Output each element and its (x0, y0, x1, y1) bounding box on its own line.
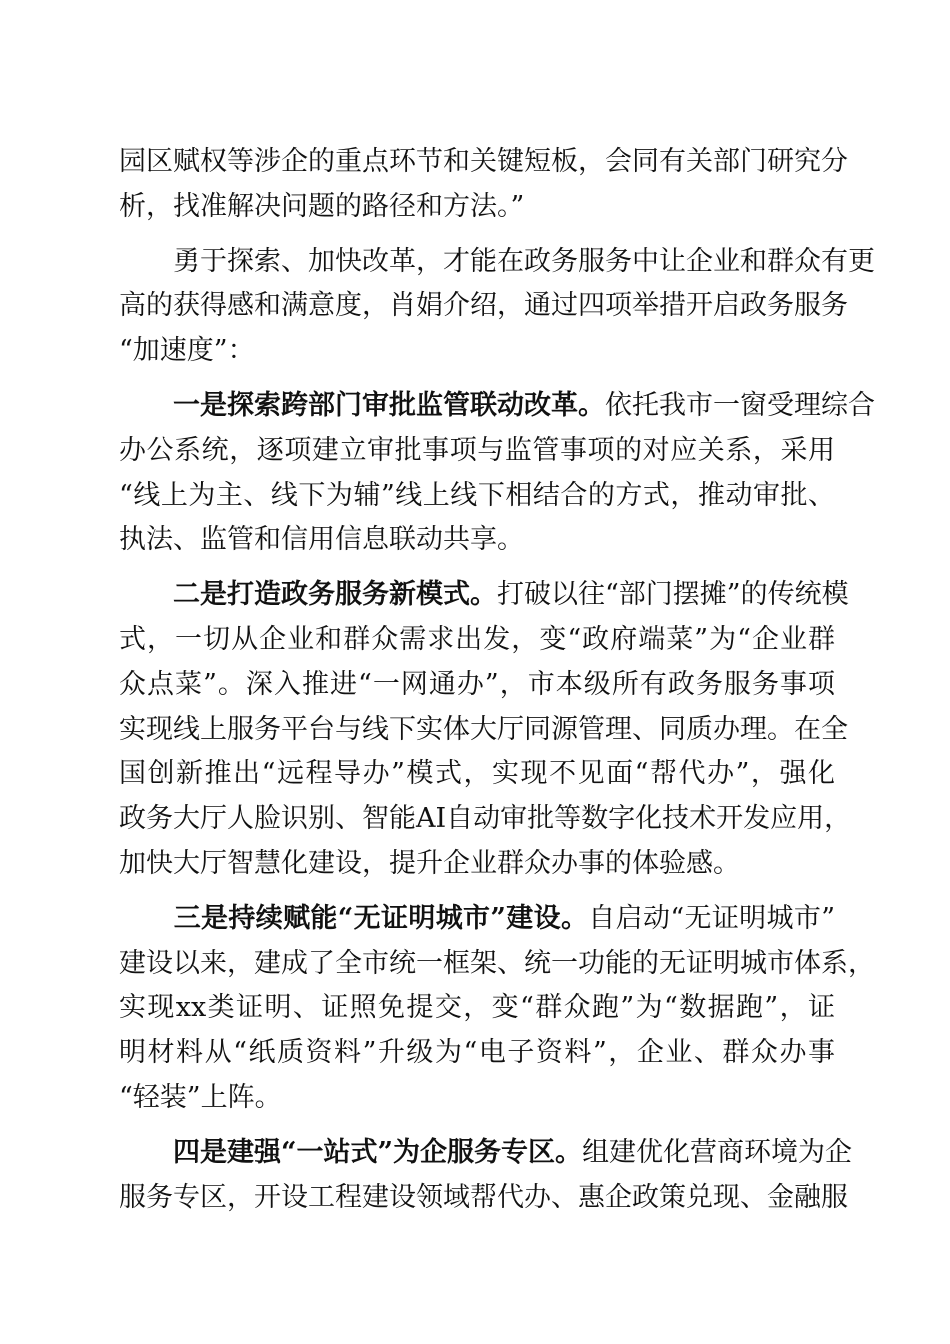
text-line: 服务专区，开设工程建设领域帮代办、惠企政策兑现、金融服 (119, 1181, 848, 1213)
text-line (119, 384, 875, 429)
text-line: 办公系统，逐项建立审批事项与监管事项的对应关系，采用 (119, 434, 835, 466)
measure-heading: 四是建强“一站式”为企服务专区。 (173, 1136, 583, 1168)
text-line: 高的获得感和满意度，肖娟介绍，通过四项举措开启政务服务 (119, 290, 848, 322)
paragraph-intro-continuation (119, 140, 848, 230)
text-line (119, 897, 835, 942)
text-run: 依托我市一窗受理综合 (605, 389, 875, 421)
text-line: 实现xx类证明、证照免提交，变“群众跑”为“数据跑”，证 (119, 992, 835, 1024)
text-line: 众点菜”。深入推进“一网通办”，市本级所有政务服务事项 (119, 668, 835, 700)
text-line: 明材料从“纸质资料”升级为“电子资料”，企业、群众办事 (119, 1037, 835, 1069)
text-line: 政务大厅人脸识别、智能AI自动审批等数字化技术开发应用， (119, 803, 852, 835)
text-line: 园区赋权等涉企的重点环节和关键短板，会同有关部门研究分 (119, 146, 848, 177)
measure-heading: 一是探索跨部门审批监管联动改革。 (173, 389, 605, 421)
paragraph-measure-2 (119, 573, 852, 887)
text-line (119, 1131, 853, 1176)
text-line: “加速度”： (119, 335, 255, 367)
paragraph-lead (119, 240, 875, 374)
text-run: 打破以往“部门摆摊”的传统模 (497, 579, 849, 611)
measure-heading: 三是持续赋能“无证明城市”建设。 (173, 902, 589, 934)
text-line: “轻装”上阵。 (119, 1081, 282, 1113)
text-run: 自启动“无证明城市” (588, 902, 836, 934)
text-run: 组建优化营商环境为企 (582, 1136, 853, 1168)
text-line: 析，找准解决问题的路径和方法。” (119, 190, 525, 222)
body-text (119, 140, 875, 1220)
text-line: 加快大厅智慧化建设，提升企业群众办事的体验感。 (119, 847, 740, 879)
text-line: 式，一切从企业和群众需求出发，变“政府端菜”为“企业群 (119, 623, 835, 655)
text-line: “线上为主、线下为辅”线上线下相结合的方式，推动审批、 (119, 479, 835, 511)
text-line: 勇于探索、加快改革，才能在政务服务中让企业和群众有更 (119, 245, 875, 277)
text-line: 建设以来，建成了全市统一框架、统一功能的无证明城市体系， (119, 947, 875, 979)
text-line: 执法、监管和信用信息联动共享。 (119, 524, 524, 556)
text-line (119, 573, 849, 618)
paragraph-measure-4 (119, 1131, 853, 1221)
measure-heading: 二是打造政务服务新模式。 (173, 579, 497, 611)
text-line: 实现线上服务平台与线下实体大厅同源管理、同质办理。在全 (119, 713, 848, 745)
paragraph-measure-3 (119, 897, 875, 1121)
paragraph-measure-1 (119, 384, 875, 563)
text-line: 国创新推出“远程导办”模式，实现不见面“帮代办”，强化 (119, 758, 835, 790)
